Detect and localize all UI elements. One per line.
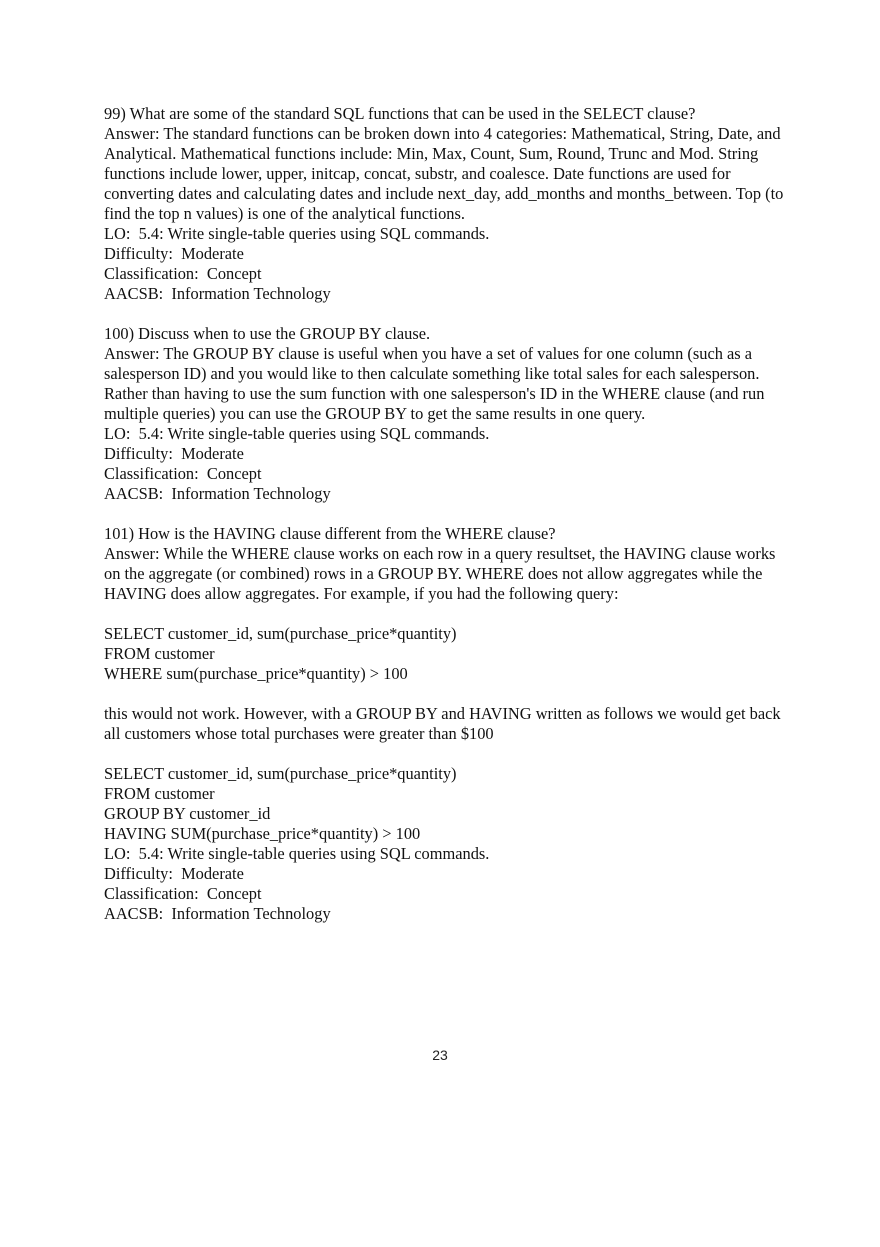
- sql-line: WHERE sum(purchase_price*quantity) > 100: [104, 664, 408, 683]
- aacsb: AACSB: Information Technology: [104, 484, 331, 503]
- answer-text: Answer: The standard functions can be broken down into 4 categories: Mathematical, String, Date, and Analytical. Mathematical functions include: Min, Max, Count, Sum, Round, Trunc and Mod. String functions include lower, upper, initcap, concat, substr, and coalesce. Date functions are used for converting dates and calculating dates and include next_day, add_months and months_between. Top (to find the top n values) is one of the analytical functions.: [104, 124, 784, 223]
- spacer: [104, 684, 794, 704]
- spacer: [104, 504, 794, 524]
- sql-line: SELECT customer_id, sum(purchase_price*quantity): [104, 764, 457, 783]
- sql-line: FROM customer: [104, 784, 215, 803]
- question-text: 101) How is the HAVING clause different from the WHERE clause?: [104, 524, 556, 543]
- sql-line: SELECT customer_id, sum(purchase_price*quantity): [104, 624, 457, 643]
- aacsb: AACSB: Information Technology: [104, 904, 331, 923]
- spacer: [104, 304, 794, 324]
- question-text: 99) What are some of the standard SQL functions that can be used in the SELECT clause?: [104, 104, 696, 123]
- difficulty: Difficulty: Moderate: [104, 444, 244, 463]
- answer-text: Answer: While the WHERE clause works on each row in a query resultset, the HAVING clause works on the aggregate (or combined) rows in a GROUP BY. WHERE does not allow aggregates while the HAVING does allow aggregates. For example, if you had the following query:: [104, 544, 776, 603]
- answer-text: Answer: The GROUP BY clause is useful when you have a set of values for one column (such as a salesperson ID) and you would like to then calculate something like total sales for each salesperson. Rather than having to use the sum function with one salesperson's ID in the WHERE clause (and run multiple queries) you can use the GROUP BY to get the same results in one query.: [104, 344, 765, 423]
- difficulty: Difficulty: Moderate: [104, 244, 244, 263]
- explanation-text: this would not work. However, with a GROUP BY and HAVING written as follows we would get back all customers whose total purchases were greater than $100: [104, 704, 781, 743]
- aacsb: AACSB: Information Technology: [104, 284, 331, 303]
- learning-objective: LO: 5.4: Write single-table queries using SQL commands.: [104, 424, 490, 443]
- spacer: [104, 744, 794, 764]
- sql-example-invalid: [104, 624, 794, 684]
- learning-objective: LO: 5.4: Write single-table queries using SQL commands.: [104, 224, 490, 243]
- question-block-99: [104, 104, 794, 304]
- sql-line: GROUP BY customer_id: [104, 804, 271, 823]
- question-block-101: [104, 524, 794, 924]
- classification: Classification: Concept: [104, 264, 262, 283]
- sql-example-valid: [104, 764, 794, 844]
- classification: Classification: Concept: [104, 884, 262, 903]
- page-number: 23: [432, 1047, 448, 1063]
- classification: Classification: Concept: [104, 464, 262, 483]
- question-text: 100) Discuss when to use the GROUP BY clause.: [104, 324, 431, 343]
- spacer: [104, 604, 794, 624]
- difficulty: Difficulty: Moderate: [104, 864, 244, 883]
- learning-objective: LO: 5.4: Write single-table queries using SQL commands.: [104, 844, 490, 863]
- question-block-100: [104, 324, 794, 504]
- sql-line: FROM customer: [104, 644, 215, 663]
- document-page: [104, 104, 794, 924]
- sql-line: HAVING SUM(purchase_price*quantity) > 100: [104, 824, 421, 843]
